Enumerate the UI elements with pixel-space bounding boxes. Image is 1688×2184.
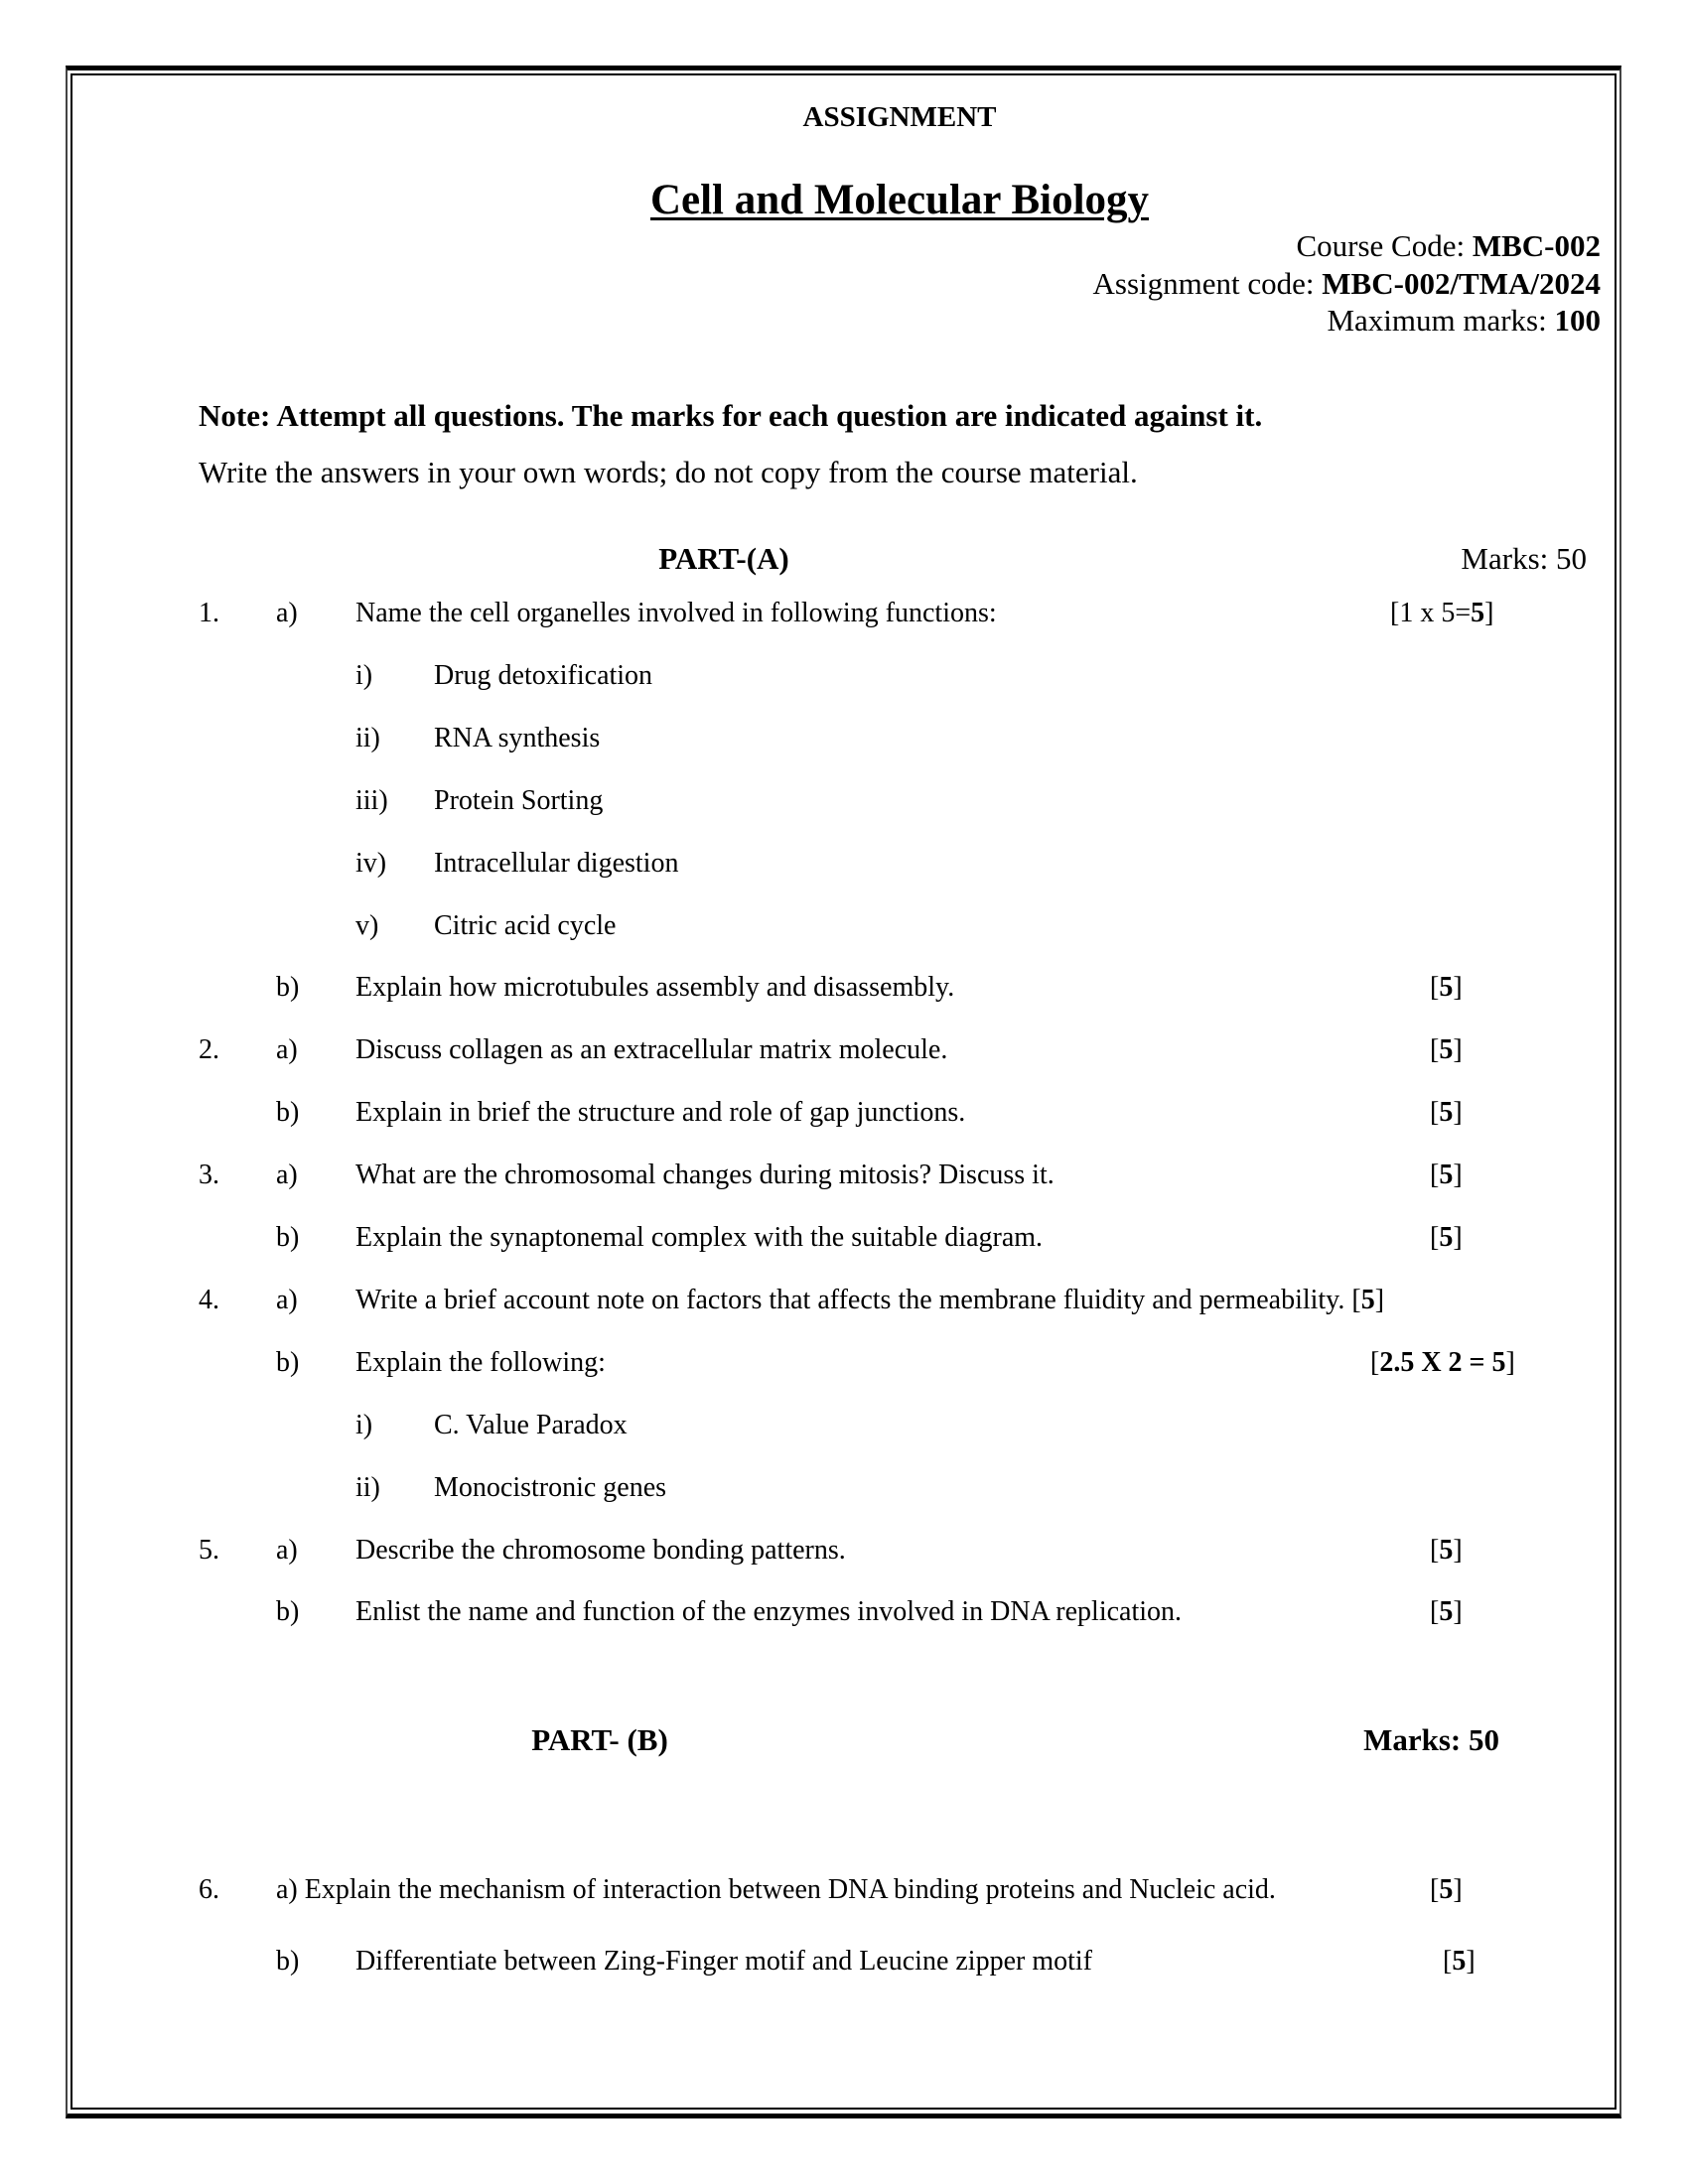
sub-item-text: Drug detoxification xyxy=(434,660,653,691)
question-letter: b) xyxy=(276,1596,300,1627)
question-marks: [5] xyxy=(1430,1596,1463,1627)
question-marks: 5 xyxy=(1360,1285,1375,1315)
max-marks-line xyxy=(1327,305,1601,336)
question-text: Discuss collagen as an extracellular matrix molecule. xyxy=(355,1034,948,1065)
question-text: Enlist the name and function of the enzymes involved in DNA replication. xyxy=(355,1596,1183,1627)
sub-item-numeral: i) xyxy=(355,1410,373,1440)
sub-item-text: C. Value Paradox xyxy=(434,1410,628,1440)
sub-item-numeral: ii) xyxy=(355,1472,380,1503)
question-number: 4. xyxy=(199,1285,219,1315)
sub-item-text: Protein Sorting xyxy=(434,785,604,816)
document-title: Cell and Molecular Biology xyxy=(649,177,1150,223)
question-marks: [5] xyxy=(1443,1946,1476,1977)
question-number: 5. xyxy=(199,1535,219,1566)
question-marks: [1 x 5=5] xyxy=(1390,598,1494,628)
note-text: Note: Attempt all questions. The marks for each question are indicated against it. xyxy=(199,398,1263,433)
sub-item-numeral: iii) xyxy=(355,785,388,816)
question-text: Explain the synaptonemal complex with the suitable diagram. xyxy=(355,1222,1044,1253)
question-text: Explain in brief the structure and role of gap junctions. xyxy=(355,1097,966,1128)
sub-item-numeral: v) xyxy=(355,910,379,941)
sub-item-numeral: ii) xyxy=(355,723,380,753)
sub-item-numeral: iv) xyxy=(355,848,387,879)
question-marks: [5] xyxy=(1430,1160,1463,1190)
question-letter: b) xyxy=(276,1946,300,1977)
question-letter: a) xyxy=(276,1034,298,1065)
question-marks: [5] xyxy=(1430,1874,1463,1905)
question-text: Explain the following: xyxy=(355,1347,606,1378)
part-b-marks: Marks: 50 xyxy=(1363,1722,1499,1757)
question-letter: b) xyxy=(276,972,300,1003)
max-marks-label: Maximum marks: xyxy=(1327,303,1555,338)
question-text: What are the chromosomal changes during mitosis? Discuss it. xyxy=(355,1160,1055,1190)
page-border-inner xyxy=(70,73,1617,2110)
question-text: Name the cell organelles involved in following functions: xyxy=(355,598,997,628)
question-letter: a) xyxy=(276,598,298,628)
sub-item-text: RNA synthesis xyxy=(434,723,601,753)
assignment-code-value: MBC-002/TMA/2024 xyxy=(1322,266,1601,301)
part-b-title: PART- (B) xyxy=(531,1722,668,1757)
part-a-title: PART-(A) xyxy=(658,541,789,576)
question-text: Explain how microtubules assembly and disassembly. xyxy=(355,972,955,1003)
sub-item-text: Intracellular digestion xyxy=(434,848,679,879)
question-letter: b) xyxy=(276,1222,300,1253)
sub-item-text: Citric acid cycle xyxy=(434,910,617,941)
course-code-value: MBC-002 xyxy=(1472,228,1601,263)
question-number: 1. xyxy=(199,598,219,628)
question-marks: [5] xyxy=(1430,972,1463,1003)
assignment-label: ASSIGNMENT xyxy=(802,101,997,133)
part-a-marks: Marks: 50 xyxy=(1461,541,1587,576)
question-text: Describe the chromosome bonding patterns. xyxy=(355,1535,846,1566)
assignment-code-line xyxy=(1093,268,1601,299)
question-marks: [5] xyxy=(1430,1097,1463,1128)
question-marks: [2.5 X 2 = 5] xyxy=(1370,1347,1515,1378)
question-number: 6. xyxy=(199,1874,219,1905)
question-marks: [5] xyxy=(1430,1222,1463,1253)
question-number: 2. xyxy=(199,1034,219,1065)
question-number: 3. xyxy=(199,1160,219,1190)
question-text: Write a brief account note on factors that affects the membrane fluidity and permeability. [5] xyxy=(355,1285,1385,1315)
question-letter: a) xyxy=(276,1160,298,1190)
max-marks-value: 100 xyxy=(1554,303,1601,338)
question-marks: [5] xyxy=(1430,1535,1463,1566)
sub-item-numeral: i) xyxy=(355,660,373,691)
course-code-line xyxy=(1296,230,1601,261)
assignment-code-label: Assignment code: xyxy=(1092,266,1323,301)
question-letter: a) xyxy=(276,1285,298,1315)
question-letter: a) xyxy=(276,1535,298,1566)
question-text: Differentiate between Zing-Finger motif and Leucine zipper motif xyxy=(355,1946,1092,1977)
instruction-text: Write the answers in your own words; do not copy from the course material. xyxy=(199,455,1138,489)
sub-item-text: Monocistronic genes xyxy=(434,1472,667,1503)
course-code-label: Course Code: xyxy=(1296,228,1473,263)
question-text: a) Explain the mechanism of interaction between DNA binding proteins and Nucleic acid. xyxy=(276,1874,1276,1905)
question-letter: b) xyxy=(276,1097,300,1128)
question-marks: [5] xyxy=(1430,1034,1463,1065)
question-letter: b) xyxy=(276,1347,300,1378)
